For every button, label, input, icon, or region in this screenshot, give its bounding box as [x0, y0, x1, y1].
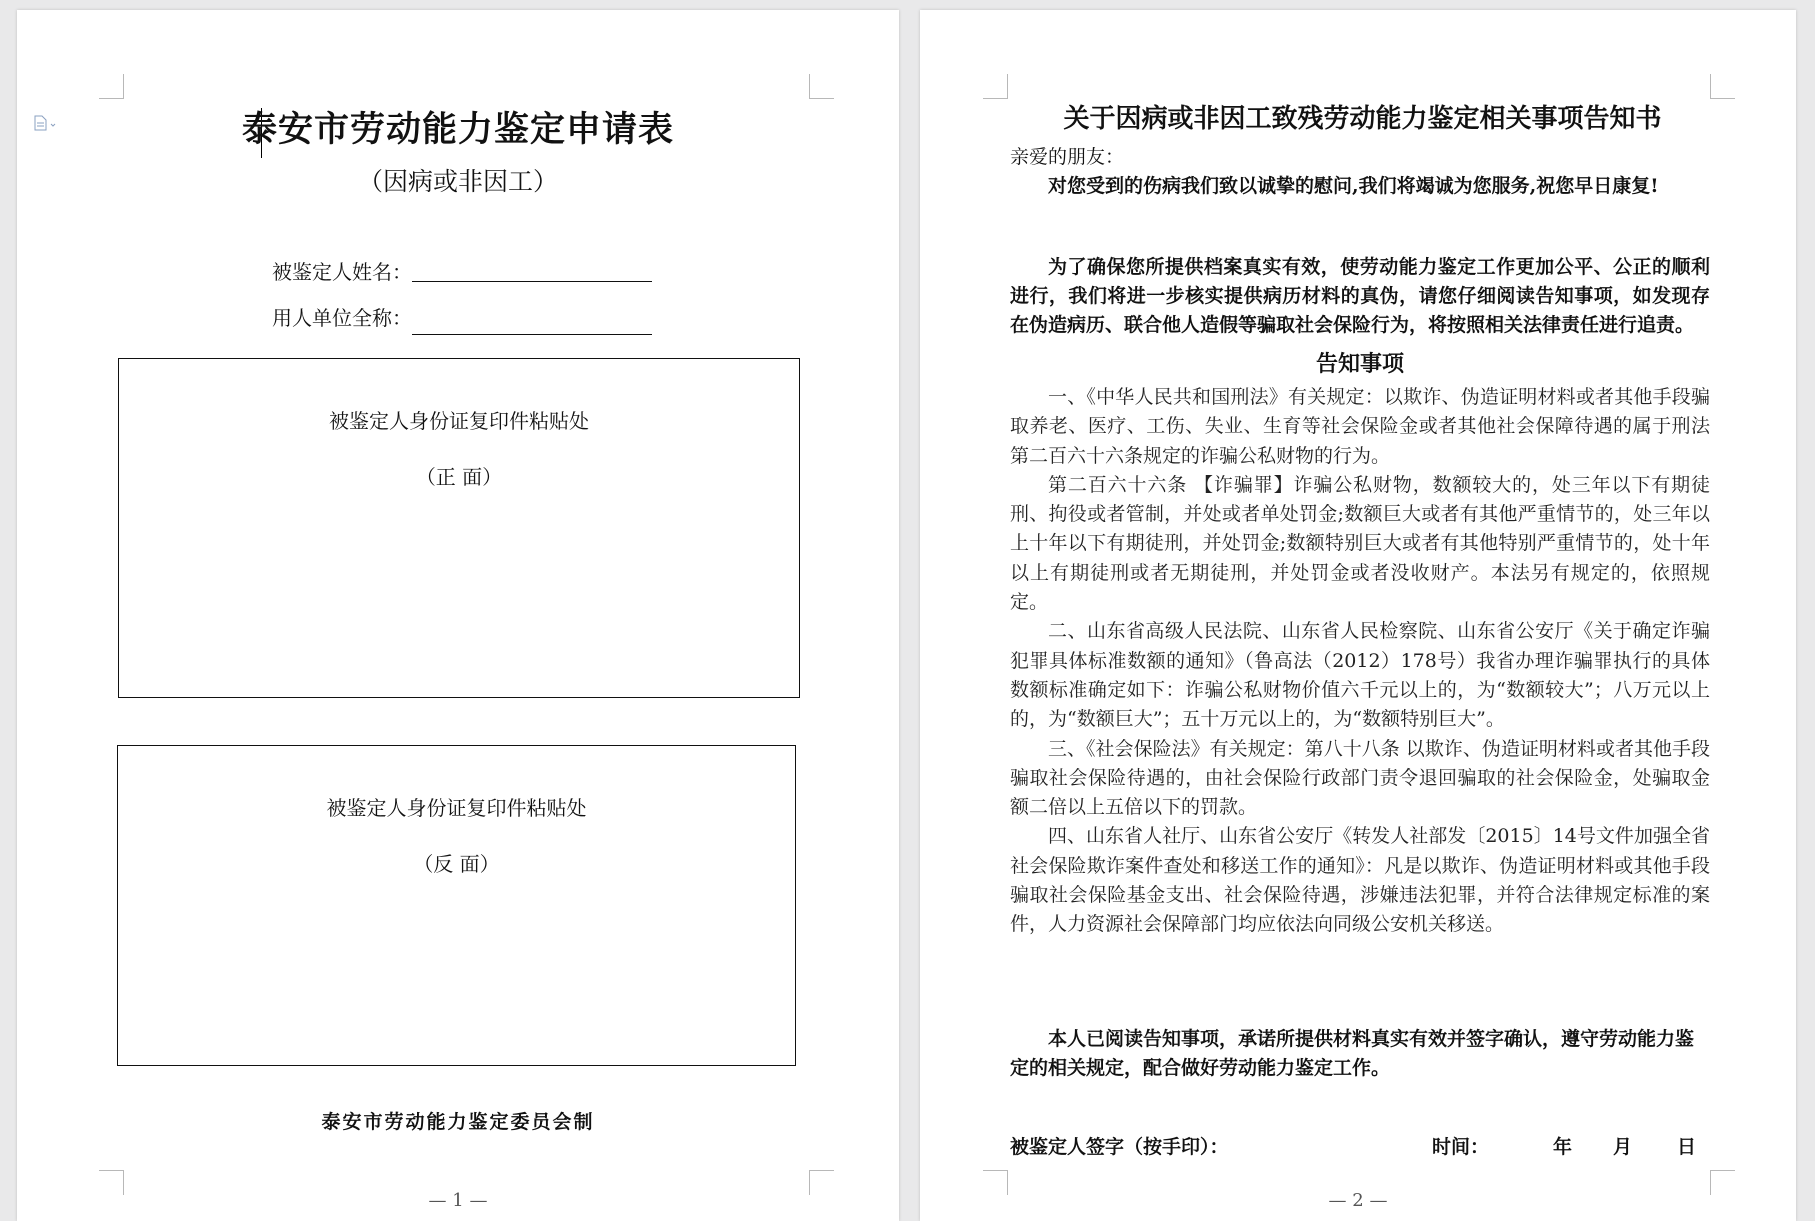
name-field[interactable]: [412, 281, 652, 282]
intro-paragraph-2: 为了确保您所提供档案真实有效，使劳动能力鉴定工作更加公平、公正的顺利进行，我们将进一步核实提供病历材料的真伪，请您仔细阅读告知事项，如发现存在伪造病历、联合他人造假等骗取社会保险行为，将按照相关法律责任进行追责。: [1010, 256, 1710, 336]
employer-field-label: 用人单位全称：: [272, 306, 412, 330]
notice-title: 关于因病或非因工致残劳动能力鉴定相关事项告知书: [1063, 104, 1662, 134]
page-subtitle: （因病或非因工）: [357, 167, 558, 196]
document-page-2: [920, 10, 1796, 1221]
signature-label: 被鉴定人签字（按手印）：: [1010, 1136, 1229, 1158]
id-back-paste-box: [117, 745, 796, 1066]
time-label: 时间：: [1432, 1136, 1490, 1158]
page-number: — 2 —: [1328, 1190, 1388, 1211]
pledge-paragraph: 本人已阅读告知事项，承诺所提供材料真实有效并签字确认，遵守劳动能力鉴定的相关规定，配合做好劳动能力鉴定工作。: [1010, 1028, 1695, 1079]
notice-items: [1010, 383, 1710, 940]
name-field-label: 被鉴定人姓名：: [272, 260, 412, 284]
notice-item: 三、《社会保险法》有关规定：第八十八条 以欺诈、伪造证明材料或者其他手段骗取社会保险待遇的，由社会保险行政部门责令退回骗取的社会保险金，处骗取金额二倍以上五倍以下的罚款。: [1010, 737, 1710, 819]
issuer-footer: 泰安市劳动能力鉴定委员会制: [321, 1111, 595, 1133]
notice-heading: 告知事项: [1315, 351, 1404, 377]
id-front-paste-box: [118, 358, 800, 698]
employer-field[interactable]: [412, 334, 652, 335]
notice-item: 二、山东省高级人民法院、山东省人民检察院、山东省公安厅《关于确定诈骗犯罪具体标准数额的通知》（鲁高法（2012）178号）我省办理诈骗罪执行的具体数额标准确定如下：诈骗公私财物价值六千元以上的，为“数额较大”；八万元以上的，为“数额巨大”；五十万元以上的，为“数额特别巨大”。: [1010, 620, 1710, 731]
intro-paragraph-1: 对您受到的伤病我们致以诚挚的慰问,我们将竭诚为您服务,祝您早日康复!: [1048, 175, 1659, 197]
notice-item: 第二百六十六条 【诈骗罪】诈骗公私财物，数额较大的，处三年以下有期徒刑、拘役或者管制，并处或者单处罚金;数额巨大或者有其他严重情节的，处三年以上十年以下有期徒刑，并处罚金;数额特别巨大或者有其他特别严重情节的，处十年以上有期徒刑或者无期徒刑，并处罚金或者没收财产。本法另有规定的，依照规定。: [1010, 473, 1710, 614]
id-box-side: （反 面）: [413, 852, 500, 876]
margin-mark: [1710, 74, 1735, 99]
month-label: 月: [1613, 1136, 1633, 1158]
page-number: — 1 —: [428, 1190, 488, 1211]
id-box-side: （正 面）: [415, 465, 503, 489]
notice-item: 一、《中华人民共和国刑法》有关规定：以欺诈、伪造证明材料或者其他手段骗取养老、医疗、工伤、失业、生育等社会保险金或者其他社会保障待遇的属于刑法第二百六十六条规定的诈骗公私财物的行为。: [1010, 386, 1710, 467]
id-box-label: 被鉴定人身份证复印件粘贴处: [326, 796, 587, 820]
margin-mark: [809, 74, 834, 99]
greeting: 亲爱的朋友：: [1010, 146, 1125, 168]
year-label: 年: [1553, 1136, 1573, 1158]
page-title: 泰安市劳动能力鉴定申请表: [241, 109, 674, 150]
margin-mark: [983, 74, 1008, 99]
id-box-label: 被鉴定人身份证复印件粘贴处: [329, 409, 589, 433]
day-label: 日: [1677, 1136, 1697, 1158]
margin-mark: [99, 74, 124, 99]
document-page-1: [17, 10, 899, 1221]
notice-item: 四、山东省人社厅、山东省公安厅《转发人社部发〔2015〕14号文件加强全省社会保险欺诈案件查处和移送工作的通知》：凡是以欺诈、伪造证明材料或其他手段骗取社会保险基金支出、社会保险待遇，涉嫌违法犯罪，并符合法律规定标准的案件，人力资源社会保障部门均应依法向同级公安机关移送。: [1010, 825, 1710, 936]
